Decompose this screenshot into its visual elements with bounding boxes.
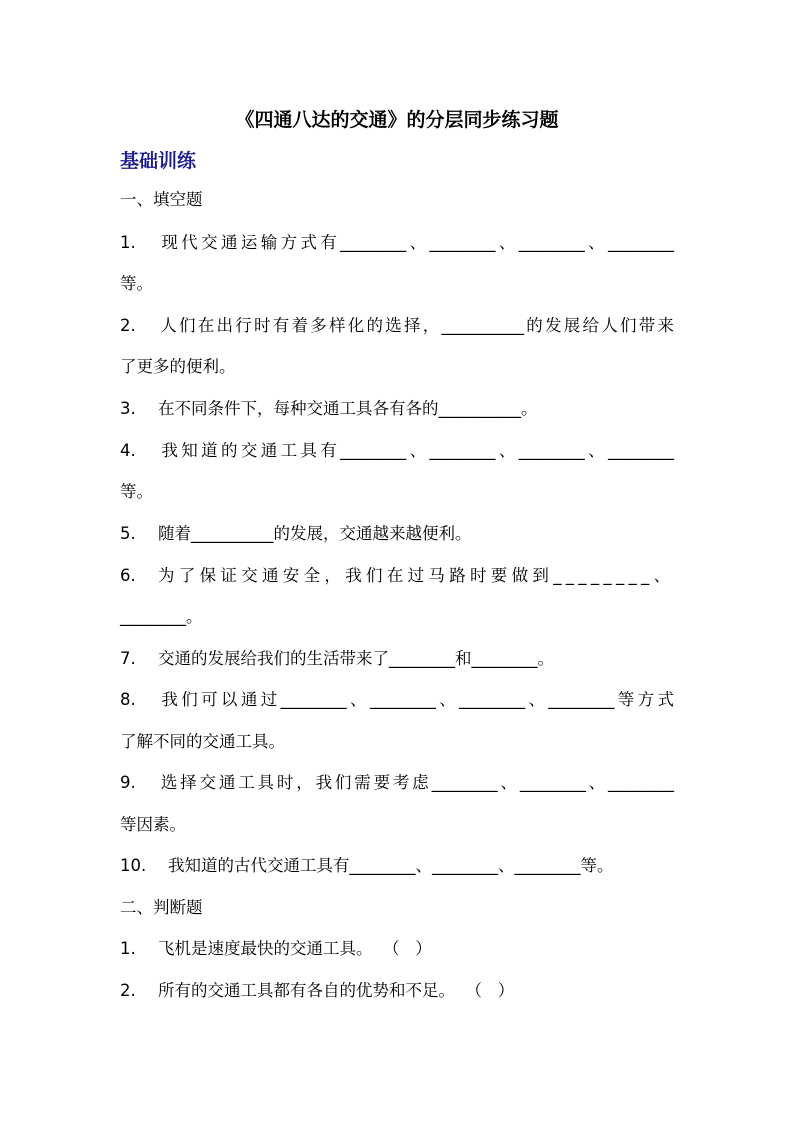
question-number: 6.: [120, 566, 136, 585]
question-text: 为了保证交通安全，我们在过马路时要做到________、: [158, 566, 675, 585]
question-2: [120, 314, 674, 338]
question-number: 7.: [120, 649, 136, 668]
question-number: 2.: [120, 981, 136, 1000]
question-text: 在不同条件下，每种交通工具各有各的__________。: [158, 399, 538, 418]
question-text: 随着__________的发展，交通越来越便利。: [158, 524, 472, 543]
question-7: [120, 647, 674, 671]
question-number: 2.: [120, 316, 136, 335]
question-number: 8.: [120, 690, 136, 709]
question-10: [120, 854, 674, 878]
question-2-cont: 了更多的便利。: [120, 357, 236, 376]
question-number: 1.: [120, 939, 136, 958]
question-3: [120, 397, 674, 421]
judgment-1: [120, 937, 674, 961]
question-9-cont: 等因素。: [120, 815, 186, 834]
question-6: [120, 564, 674, 588]
judgment-2: [120, 979, 674, 1003]
section-heading: 基础训练: [120, 150, 197, 172]
question-1-cont: 等。: [120, 274, 153, 293]
question-4: [120, 439, 674, 463]
judgment-section-title: 二、判断题: [120, 898, 203, 917]
question-number: 4.: [120, 441, 136, 460]
question-text: 所有的交通工具都有各自的优势和不足。 （ ）: [158, 981, 515, 1000]
question-6-cont: ________。: [120, 607, 203, 626]
question-text: 现代交通运输方式有________、________、________、________: [158, 233, 674, 252]
question-number: 9.: [120, 773, 136, 792]
question-number: 1.: [120, 233, 136, 252]
fill-blank-section-title: 一、填空题: [120, 190, 203, 209]
question-9: [120, 771, 674, 795]
question-5: [120, 522, 674, 546]
question-number: 10.: [120, 856, 147, 875]
question-text: 人们在出行时有着多样化的选择，__________的发展给人们带来: [158, 316, 674, 335]
question-number: 5.: [120, 524, 136, 543]
question-text: 选择交通工具时，我们需要考虑________、________、________: [158, 773, 674, 792]
question-1: [120, 231, 674, 255]
question-text: 飞机是速度最快的交通工具。 （ ）: [158, 939, 432, 958]
question-text: 交通的发展给我们的生活带来了________和________。: [158, 649, 554, 668]
question-number: 3.: [120, 399, 136, 418]
question-8-cont: 了解不同的交通工具。: [120, 732, 285, 751]
question-8: [120, 688, 674, 712]
document-title: 《四通八达的交通》的分层同步练习题: [235, 109, 559, 131]
question-text: 我知道的交通工具有________、________、________、________: [158, 441, 674, 460]
question-text: 我们可以通过________、________、________、________等方式: [158, 690, 674, 709]
question-4-cont: 等。: [120, 482, 153, 501]
question-text: 我知道的古代交通工具有________、________、________等。: [168, 856, 614, 875]
